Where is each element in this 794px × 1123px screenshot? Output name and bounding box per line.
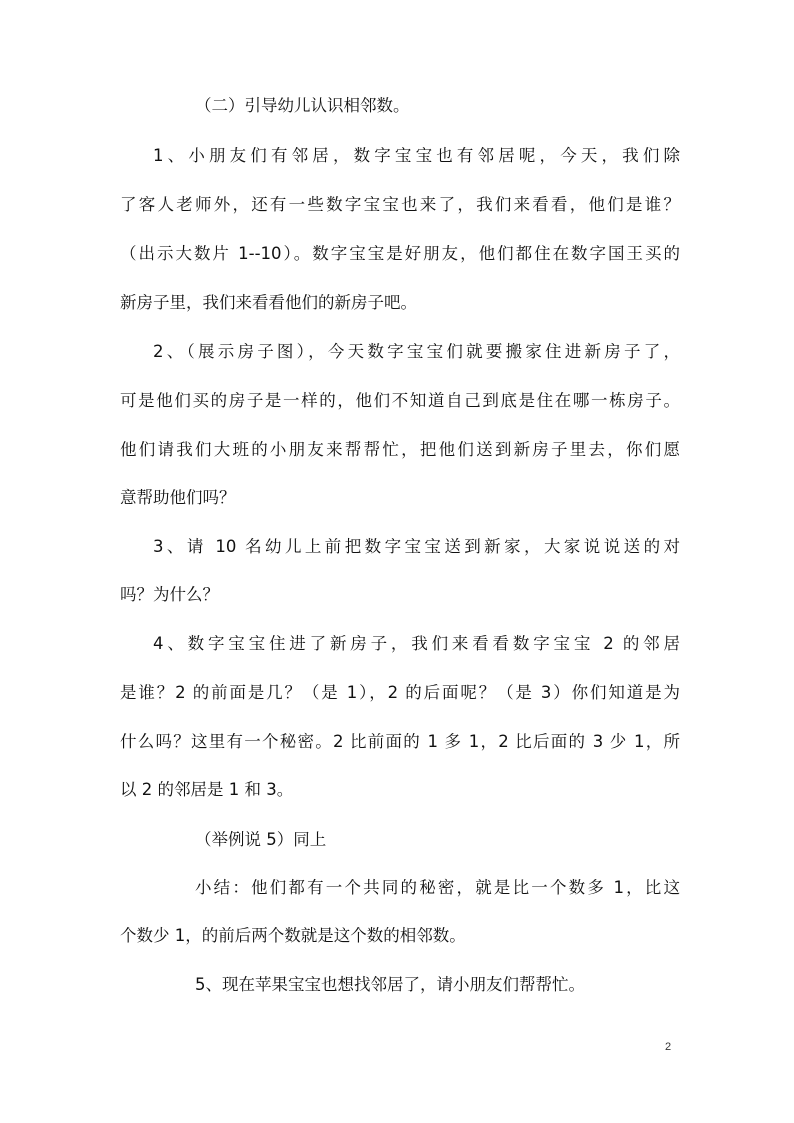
paragraph-line: 可是他们买的房子是一样的，他们不知道自己到底是住在哪一栋房子。 (120, 391, 680, 410)
paragraph-line: 4、数字宝宝住进了新房子，我们来看看数字宝宝 2 的邻居 (153, 634, 680, 653)
section-heading: （二）引导幼儿认识相邻数。 (195, 96, 410, 115)
paragraph-line: 1、小朋友们有邻居，数字宝宝也有邻居呢，今天，我们除 (153, 146, 680, 165)
paragraph-line: 他们请我们大班的小朋友来帮帮忙，把他们送到新房子里去，你们愿 (120, 440, 680, 459)
paragraph-line: 小结：他们都有一个共同的秘密，就是比一个数多 1，比这 (195, 878, 680, 897)
paragraph-line: 2、（展示房子图），今天数字宝宝们就要搬家住进新房子了， (153, 342, 680, 361)
paragraph-line: （举例说 5）同上 (195, 830, 327, 849)
paragraph-line: 是谁？2 的前面是几？（是 1），2 的后面呢？（是 3）你们知道是为 (120, 683, 680, 702)
paragraph-line: 个数少 1，的前后两个数就是这个数的相邻数。 (120, 926, 466, 945)
paragraph-line: 3、请 10 名幼儿上前把数字宝宝送到新家，大家说说送的对 (153, 537, 680, 556)
paragraph-line: 新房子里，我们来看看他们的新房子吧。 (120, 293, 417, 312)
paragraph-line: 意帮助他们吗？ (120, 488, 236, 507)
page-number: 2 (665, 1041, 672, 1053)
paragraph-line: 了客人老师外，还有一些数字宝宝也来了，我们来看看，他们是谁？ (120, 195, 680, 214)
paragraph-line: 吗？为什么？ (120, 585, 219, 604)
paragraph-line: 以 2 的邻居是 1 和 3。 (120, 780, 294, 799)
paragraph-line: 什么吗？这里有一个秘密。2 比前面的 1 多 1，2 比后面的 3 少 1，所 (120, 732, 680, 751)
paragraph-line: 5、现在苹果宝宝也想找邻居了，请小朋友们帮帮忙。 (195, 975, 585, 994)
paragraph-line: （出示大数片 1--10）。数字宝宝是好朋友，他们都住在数字国王买的 (120, 244, 680, 263)
